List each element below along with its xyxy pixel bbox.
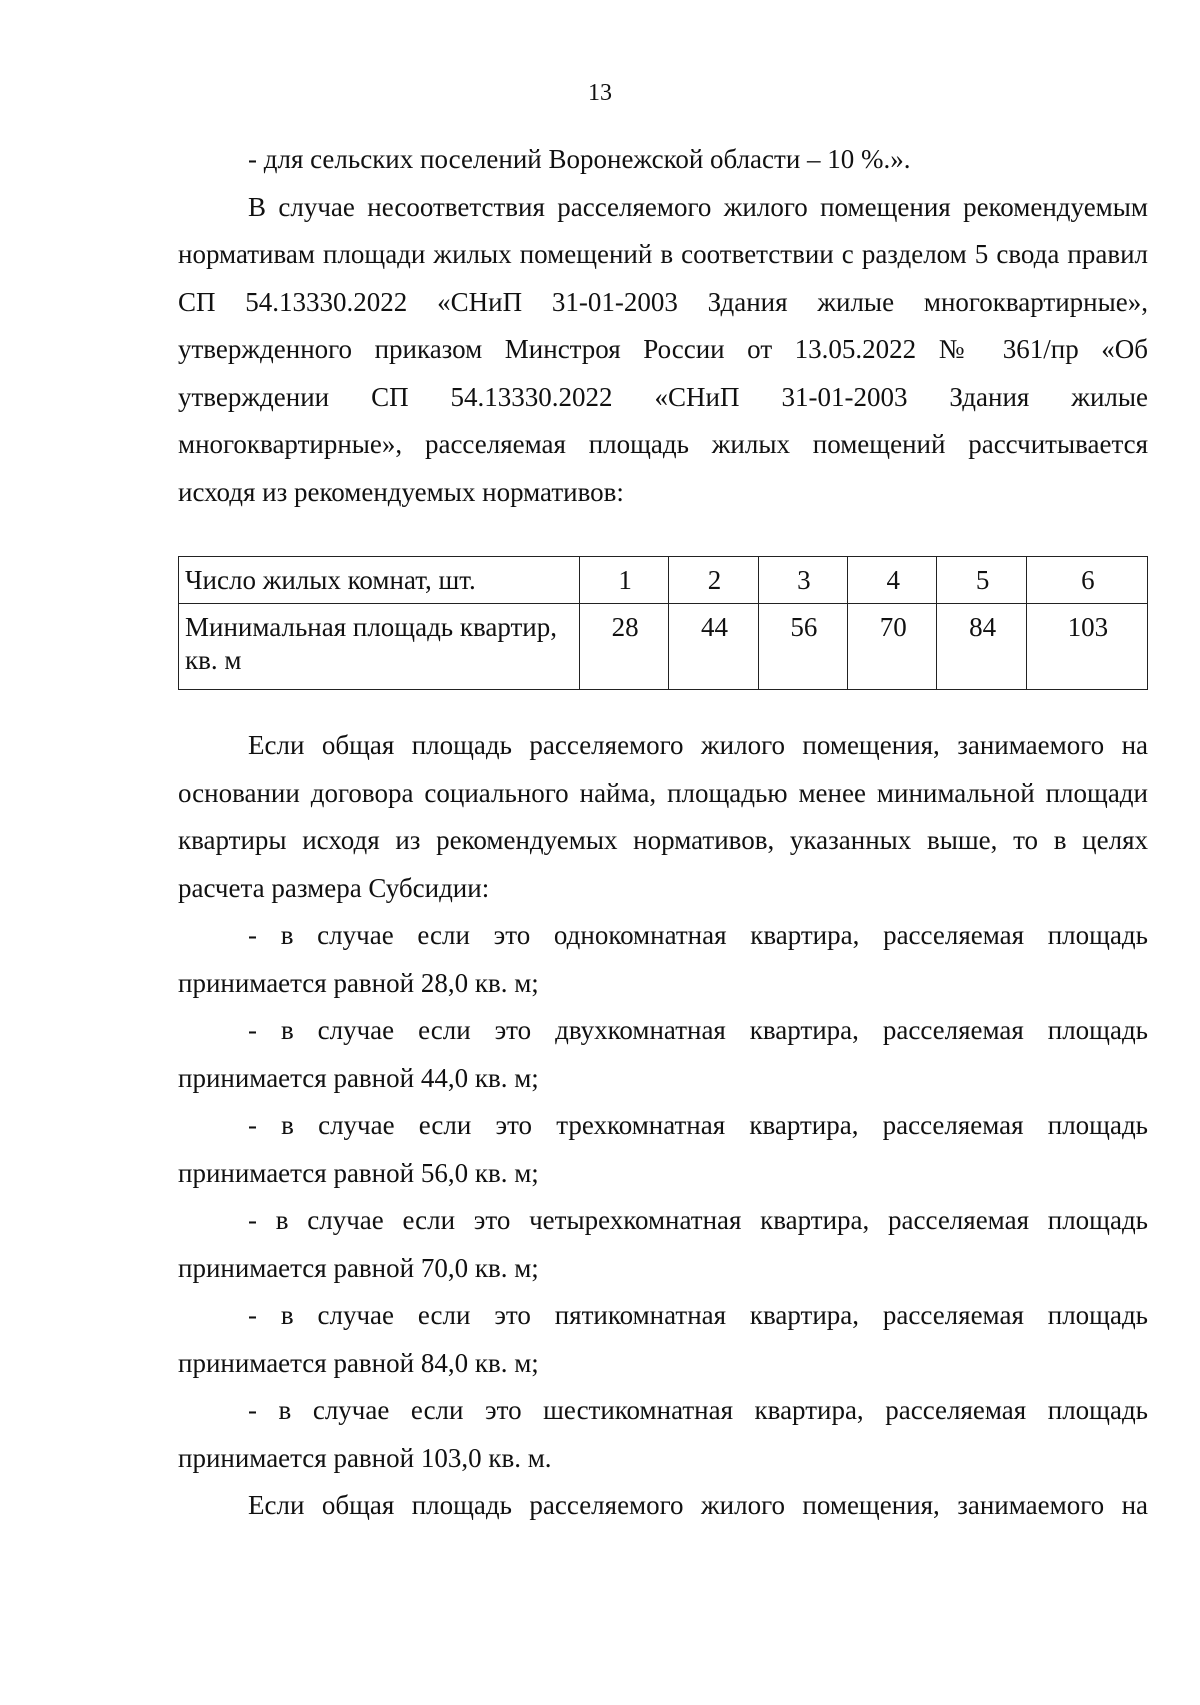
area-norms-table: [178, 556, 1148, 690]
table-cell-rooms-5: 5: [937, 557, 1026, 604]
paragraph-nonconformity: В случае несоответствия расселяемого жилого помещения рекомендуемым нормативам площади жилых помещений в соответствии с разделом 5 свода правил СП 54.13330.2022 «СНиП 31-01-2003 Здания жилые многоквартирные», утвержденного приказом Минстроя России от 13.05.2022 № 361/пр «Об утверждении СП 54.13330.2022 «СНиП 31-01-2003 Здания жилые многоквартирные», расселяемая площадь жилых помещений рассчитывается исходя из рекомендуемых нормативов:: [178, 191, 1148, 507]
table-cell-area-1: 28: [580, 604, 669, 690]
paragraph-three-room: - в случае если это трехкомнатная квартира, расселяемая площадь принимается равной 56,0 кв. м;: [178, 1110, 1148, 1188]
table-cell-area-2: 44: [669, 604, 758, 690]
table-cell-area-3: 56: [758, 604, 847, 690]
table-cell-area-4: 70: [848, 604, 937, 690]
paragraph-five-room: - в случае если это пятикомнатная квартира, расселяемая площадь принимается равной 84,0 кв. м;: [178, 1300, 1148, 1378]
table-row-rooms: [179, 557, 1148, 604]
table-cell-rooms-2: 2: [669, 557, 758, 604]
table-cell-area-label: Минимальная площадь квартир, кв. м: [179, 604, 580, 690]
table-row-area: [179, 604, 1148, 690]
table-cell-rooms-3: 3: [758, 557, 847, 604]
paragraph-four-room: - в случае если это четырехкомнатная квартира, расселяемая площадь принимается равной 70,0 кв. м;: [178, 1205, 1148, 1283]
table-cell-area-6: 103: [1026, 604, 1147, 690]
paragraph-one-room: - в случае если это однокомнатная квартира, расселяемая площадь принимается равной 28,0 кв. м;: [178, 920, 1148, 998]
paragraph-subsidy-calculation: Если общая площадь расселяемого жилого помещения, занимаемого на основании договора социального найма, площадью менее минимальной площади квартиры исходя из рекомендуемых нормативов, указанных выше, то в целях расчета размера Субсидии:: [178, 730, 1148, 903]
table-cell-area-5: 84: [937, 604, 1026, 690]
page-number: 13: [588, 80, 612, 106]
paragraph-two-room: - в случае если это двухкомнатная квартира, расселяемая площадь принимается равной 44,0 кв. м;: [178, 1015, 1148, 1093]
paragraph-rural-settlements: - для сельских поселений Воронежской области – 10 %.».: [248, 144, 911, 174]
paragraph-continuation: Если общая площадь расселяемого жилого помещения, занимаемого на: [248, 1490, 1148, 1520]
document-body: [178, 136, 1148, 1530]
table-cell-rooms-1: 1: [580, 557, 669, 604]
paragraph-six-room: - в случае если это шестикомнатная квартира, расселяемая площадь принимается равной 103,0 кв. м.: [178, 1395, 1148, 1473]
table-cell-rooms-4: 4: [848, 557, 937, 604]
table-cell-rooms-label: Число жилых комнат, шт.: [179, 557, 580, 604]
table-cell-rooms-6: 6: [1026, 557, 1147, 604]
